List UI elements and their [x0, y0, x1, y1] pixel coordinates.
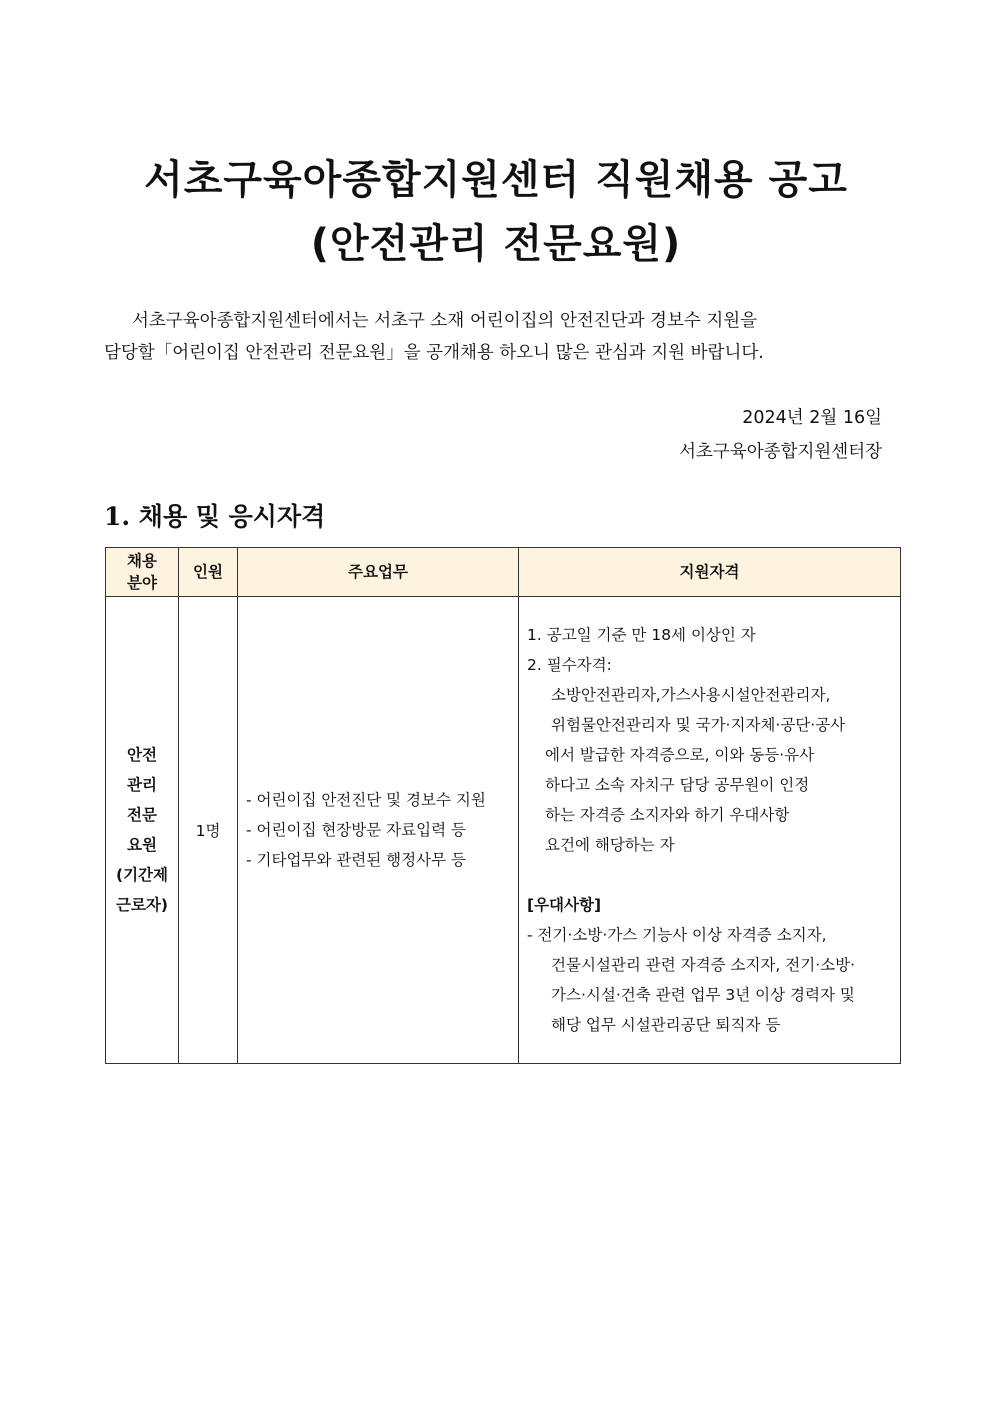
field-line: 관리: [127, 776, 157, 794]
header-duty: 주요업무: [238, 548, 519, 597]
signer: 서초구육아종합지원센터장: [679, 442, 882, 462]
field-line: 요원: [127, 836, 157, 854]
qualification-cell: [519, 597, 901, 1064]
qualification-line: 에서 발급한 자격증으로, 이와 동등·유사: [545, 746, 815, 764]
count-cell: 1명: [179, 597, 238, 1064]
section-heading: 1. 채용 및 응시자격: [104, 502, 326, 531]
field-line: 전문: [127, 806, 157, 824]
header-field-line: 분야: [127, 574, 157, 592]
duty-cell: [238, 597, 519, 1064]
qualification-content: [519, 612, 900, 1048]
header-qualification: 지원자격: [519, 548, 901, 597]
spacer: [527, 860, 894, 890]
header-field-line: 채용: [127, 552, 157, 570]
table-row: [106, 597, 901, 1064]
field-line: (기간제: [115, 866, 168, 884]
preference-line: 건물시설관리 관련 자격증 소지자, 전기·소방·: [551, 956, 856, 974]
duty-item: - 어린이집 안전진단 및 경보수 지원: [246, 791, 486, 809]
intro-line: 서초구육아종합지원센터에서는 서초구 소재 어린이집의 안전진단과 경보수 지원을: [132, 311, 758, 331]
qualification-item: 2. 필수자격:: [527, 656, 612, 674]
qualification-line: 위험물안전관리자 및 국가·지자체·공단·공사: [551, 716, 846, 734]
qualification-line: 하는 자격증 소지자와 하기 우대사항: [545, 806, 790, 824]
header-field: [106, 548, 179, 597]
intro-paragraph: [104, 305, 894, 369]
field-line: 근로자): [115, 896, 168, 914]
preference-line: 해당 업무 시설관리공단 퇴직자 등: [551, 1016, 781, 1034]
preference-heading: [우대사항]: [527, 896, 602, 914]
page-title: 서초구육아종합지원센터 직원채용 공고: [144, 157, 848, 203]
intro-line: 담당할「어린이집 안전관리 전문요원」을 공개채용 하오니 많은 관심과 지원 바랍니다.: [104, 343, 764, 363]
qualification-item: 1. 공고일 기준 만 18세 이상인 자: [527, 626, 756, 644]
page-subtitle: (안전관리 전문요원): [310, 221, 682, 267]
qualification-line: 소방안전관리자,가스사용시설안전관리자,: [551, 686, 831, 704]
field-cell: [106, 597, 179, 1064]
qualification-line: 요건에 해당하는 자: [545, 836, 675, 854]
qualification-line: 하다고 소속 자치구 담당 공무원이 인정: [545, 776, 810, 794]
duty-list: [238, 785, 518, 875]
preference-item: - 전기·소방·가스 기능사 이상 자격증 소지자,: [527, 926, 827, 944]
duty-item: - 기타업무와 관련된 행정사무 등: [246, 851, 466, 869]
preference-line: 가스·시설·건축 관련 업무 3년 이상 경력자 및: [551, 986, 855, 1004]
field-line: 안전: [127, 746, 157, 764]
announcement-date: 2024년 2월 16일: [742, 408, 882, 428]
header-count: 인원: [179, 548, 238, 597]
table-header-row: [106, 548, 901, 597]
duty-item: - 어린이집 현장방문 자료입력 등: [246, 821, 466, 839]
recruitment-table: [105, 547, 901, 1064]
